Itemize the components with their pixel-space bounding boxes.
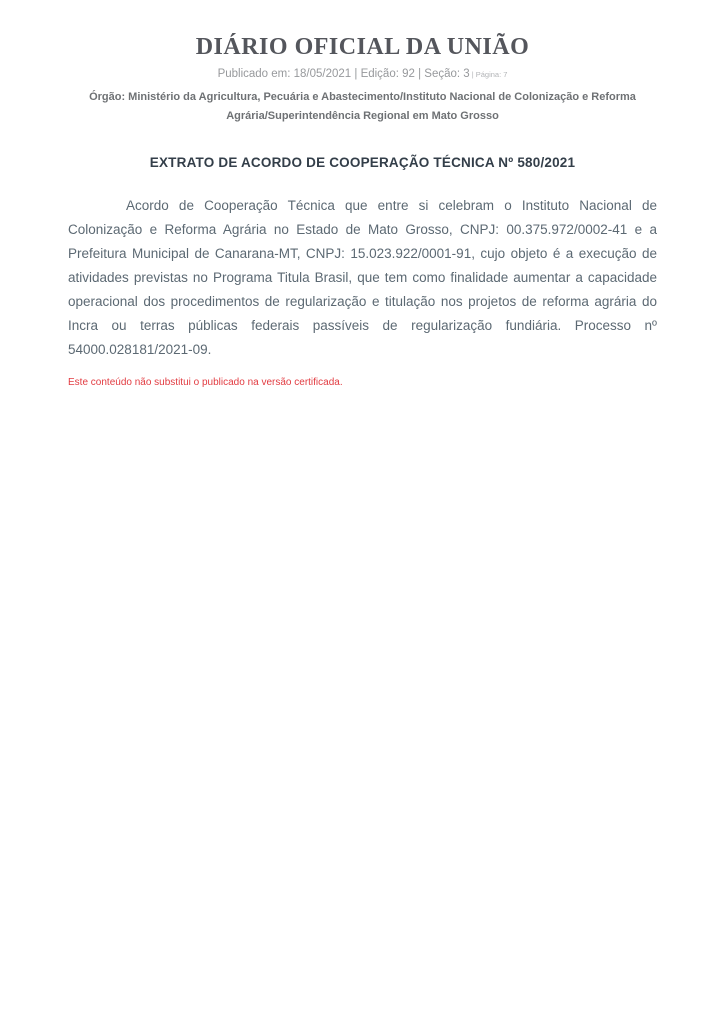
certification-disclaimer: Este conteúdo não substitui o publicado na versão certificada. <box>68 377 343 389</box>
organ-line: Órgão: Ministério da Agricultura, Pecuária e Abastecimento/Instituto Nacional de Colonização e Reforma Agrária/Superintendência Regional em Mato Grosso <box>89 91 636 122</box>
act-body-paragraph: Acordo de Cooperação Técnica que entre si celebram o Instituto Nacional de Colonização e Reforma Agrária no Estado de Mato Grosso, CNPJ: 00.375.972/0002-41 e a Prefeitura Municipal de Canarana-MT, CNPJ: 15.023.922/0001-91, cujo objeto é a execução de atividades previstas no Programa Titula Brasil, que tem como finalidade aumentar a capacidade operacional dos procedimentos de regularização e titulação nos projetos de reforma agrária do Incra ou terras públicas federais passíveis de regularização fundiária. Processo nº 54000.028181/2021-09. <box>68 198 657 358</box>
publication-meta-main: Publicado em: 18/05/2021 | Edição: 92 | Seção: 3 <box>217 68 470 80</box>
act-headline: EXTRATO DE ACORDO DE COOPERAÇÃO TÉCNICA Nº 580/2021 <box>149 155 576 171</box>
publication-title: DIÁRIO OFICIAL DA UNIÃO <box>195 34 530 60</box>
publication-meta <box>68 68 657 80</box>
publication-meta-page: | Página: 7 <box>471 70 508 79</box>
document-header <box>68 34 657 125</box>
